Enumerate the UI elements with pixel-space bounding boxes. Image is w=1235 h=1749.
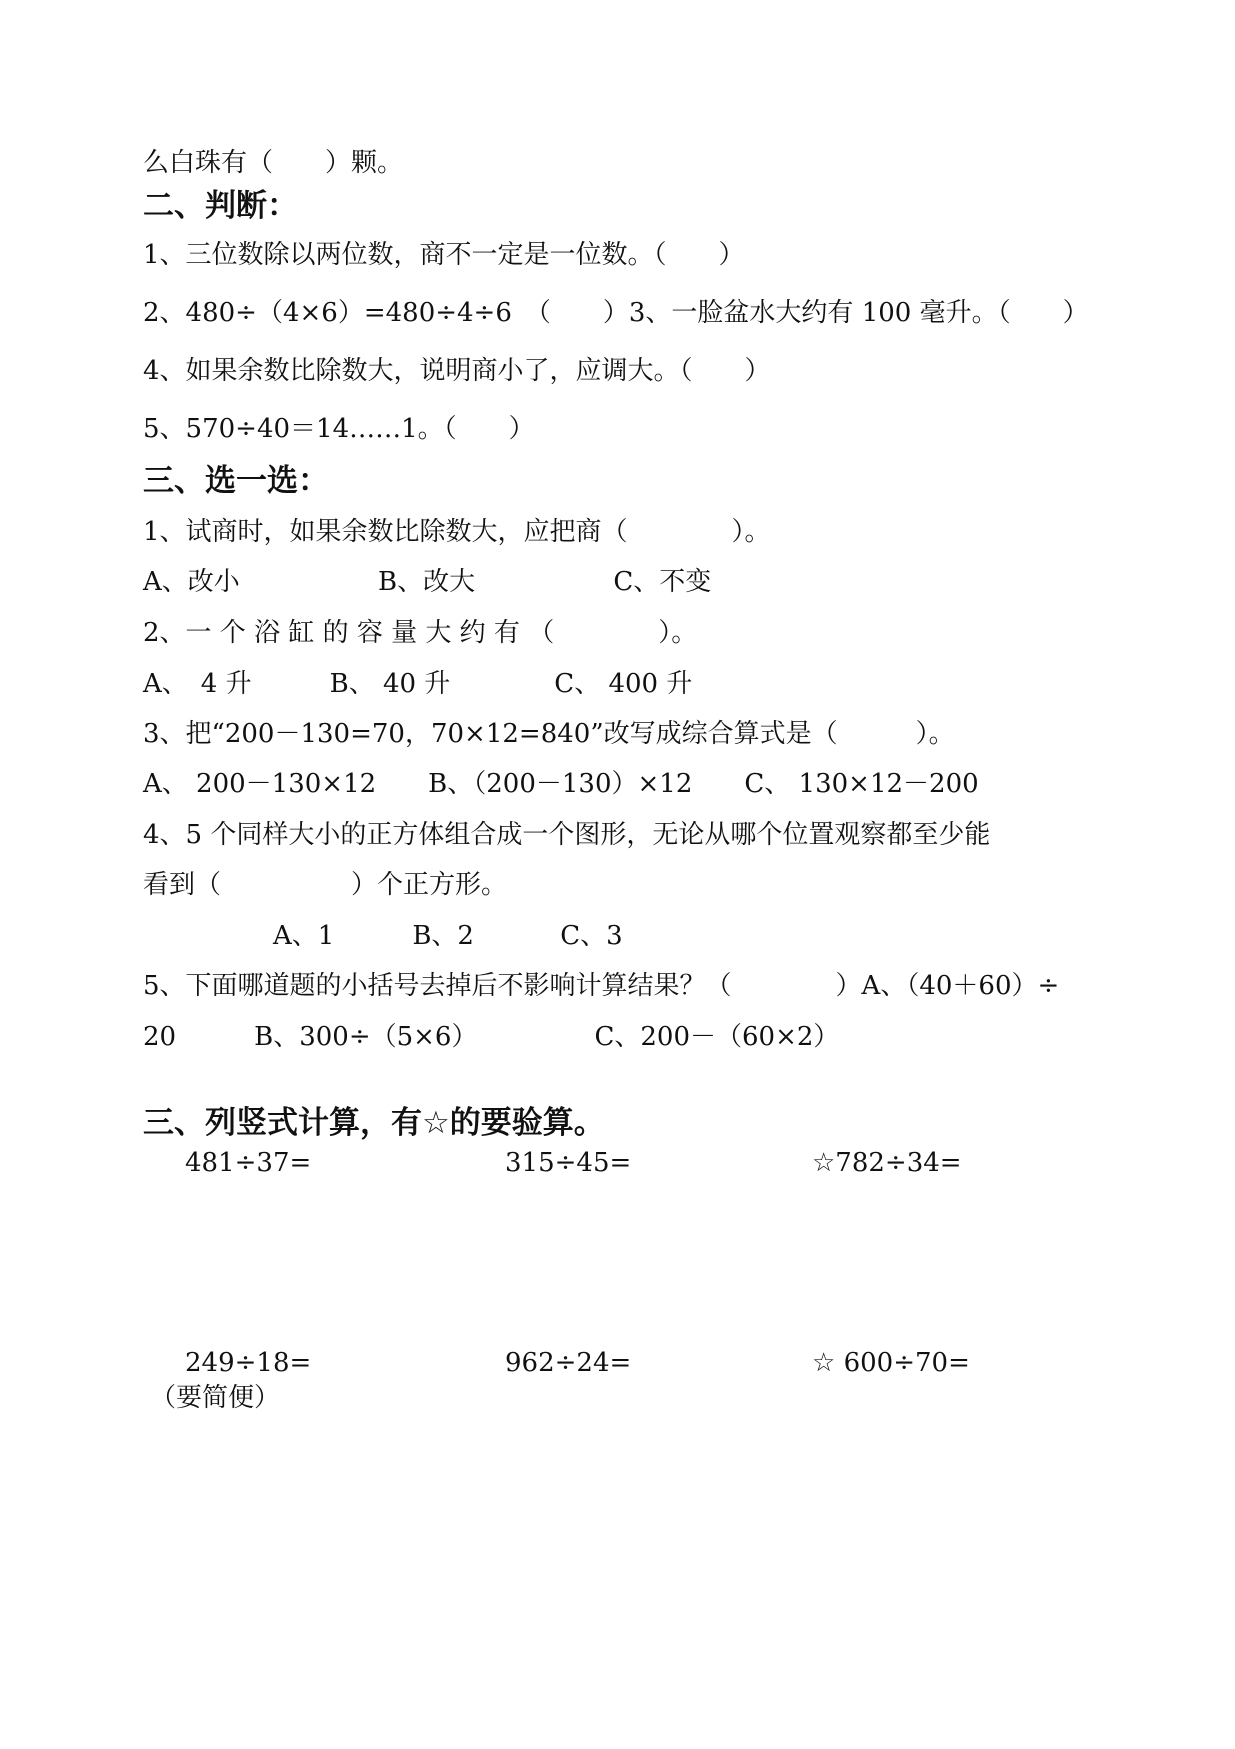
judge-item-1: 1、三位数除以两位数，商不一定是一位数。（ ） [143,240,745,270]
calc-problem-1: 481÷37= [185,1148,312,1178]
choose-q2-options: A、 4 升 B、 40 升 C、 400 升 [143,669,693,699]
choose-q4-options: A、1 B、2 C、3 [143,921,623,951]
judge-item-4: 4、如果余数比除数大，说明商小了，应调大。（ ） [143,356,771,386]
choose-q3-options: A、 200－130×12 B、（200－130）×12 C、 130×12－200 [143,769,979,799]
judge-item-5: 5、570÷40＝14……1。（ ） [143,414,535,444]
calc-problem-3: ☆782÷34= [812,1148,962,1178]
judge-item-2-3: 2、480÷（4×6）=480÷4÷6 （ ）3、一脸盆水大约有 100 毫升。（ ） [143,298,1089,328]
choose-q5-line2: 20 B、300÷（5×6） C、200－（60×2） [143,1022,840,1052]
choose-q2: 2、一 个 浴 缸 的 容 量 大 约 有 （ ）。 [143,618,698,648]
choose-q5-line1: 5、下面哪道题的小括号去掉后不影响计算结果？（ ）A、（40＋60）÷ [143,971,1060,1001]
calc-problem-6: ☆ 600÷70= [812,1348,970,1378]
calc-note-simplify: （要简便） [150,1383,281,1413]
choose-q1: 1、试商时，如果余数比除数大，应把商（ ）。 [143,517,771,547]
section-heading-vertical-calc: 三、列竖式计算，有☆的要验算。 [143,1105,605,1141]
choose-q1-options: A、改小 B、改大 C、不变 [143,567,712,597]
calc-problem-5: 962÷24= [505,1348,632,1378]
choose-q4-line2: 看到（ ）个正方形。 [143,870,508,900]
section-heading-judge: 二、判断： [143,188,298,224]
section-heading-choose: 三、选一选： [143,463,329,499]
calc-problem-4: 249÷18= [185,1348,312,1378]
calc-problem-2: 315÷45= [505,1148,632,1178]
choose-q4-line1: 4、5 个同样大小的正方体组合成一个图形，无论从哪个位置观察都至少能 [143,820,991,850]
intro-tail: 么白珠有（ ）颗。 [143,148,404,178]
choose-q3: 3、把“200－130=70，70×12=840”改写成综合算式是（ ）。 [143,719,955,749]
